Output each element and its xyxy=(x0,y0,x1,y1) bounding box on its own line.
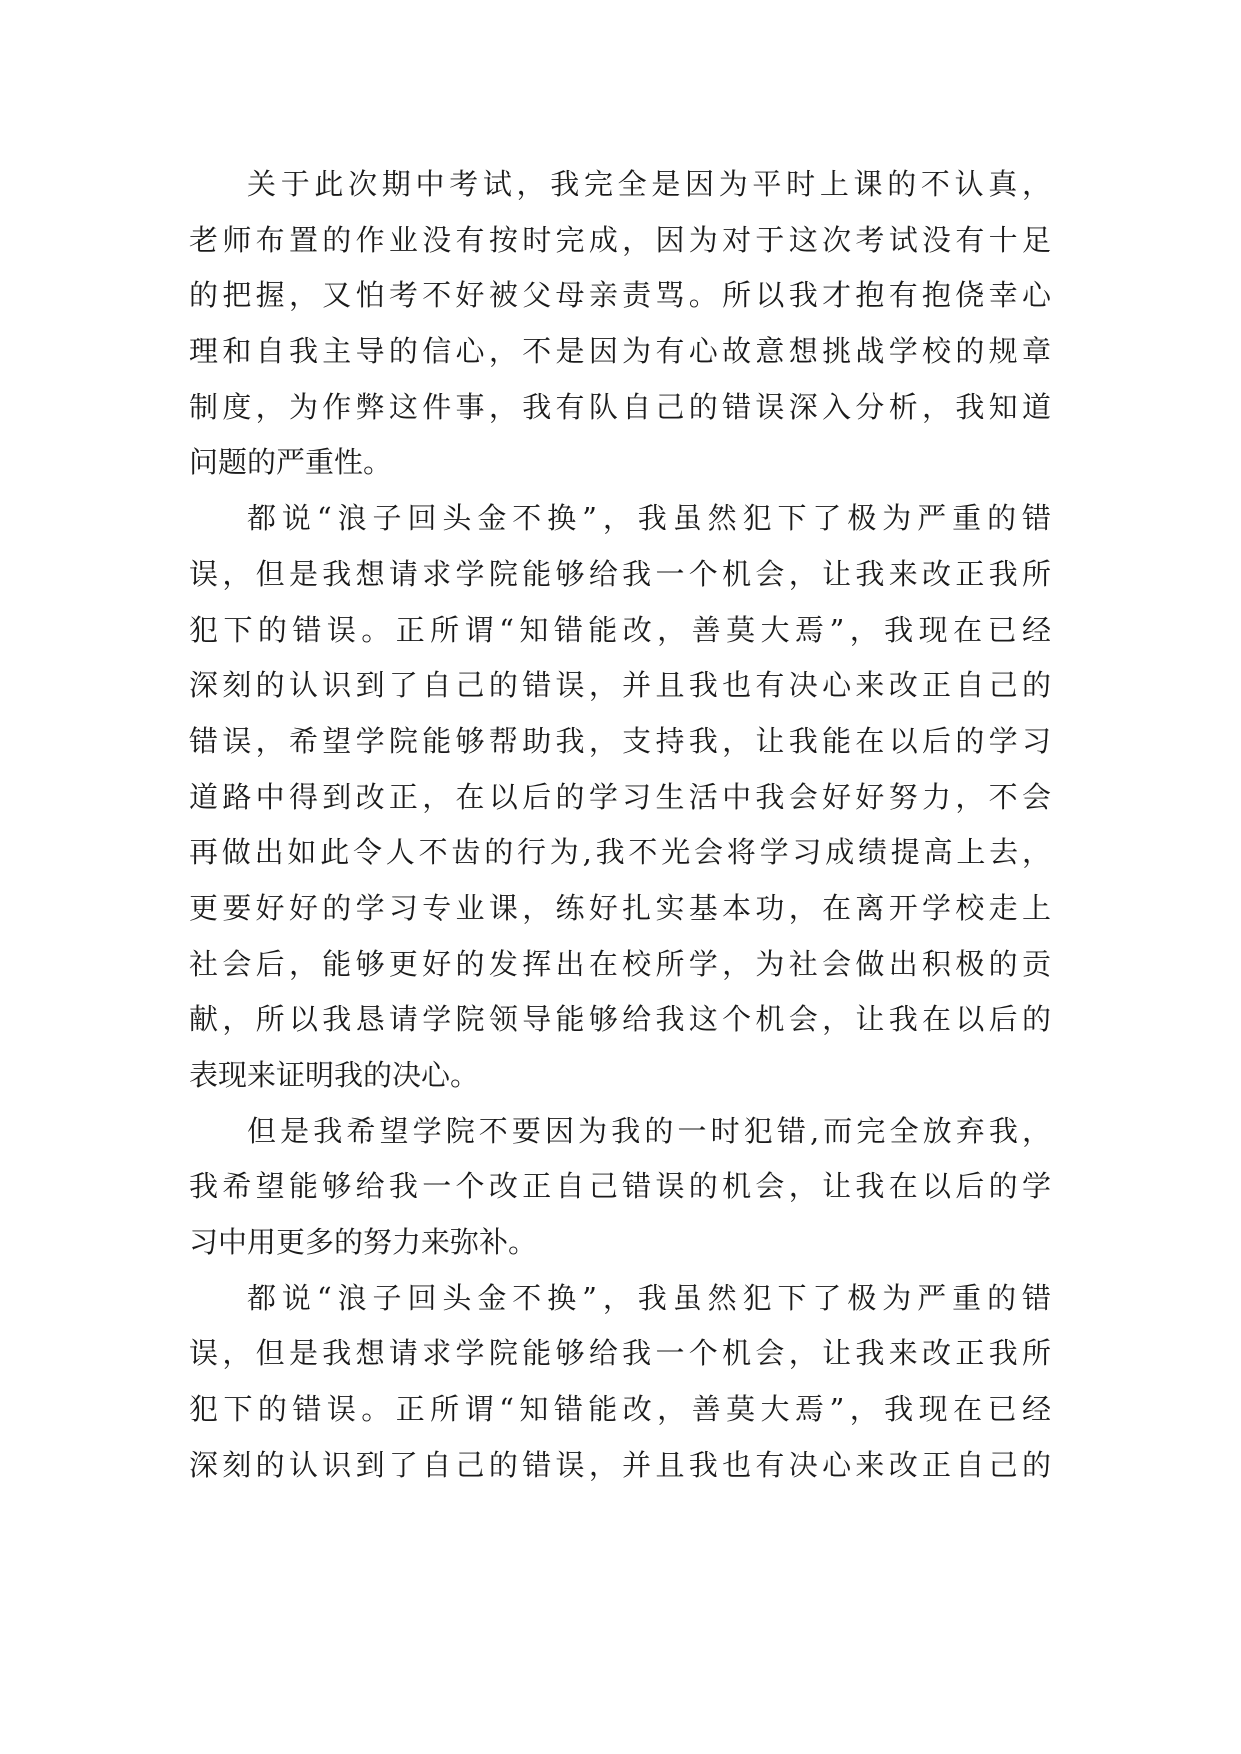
text-line: 误，但是我想请求学院能够给我一个机会，让我来改正我所 xyxy=(189,1336,1051,1371)
text-line: 更要好好的学习专业课，练好扎实基本功，在离开学校走上 xyxy=(189,890,1051,925)
text-line: 都说“浪子回头金不换”，我虽然犯下了极为严重的错 xyxy=(247,1280,1051,1315)
text-line: 深刻的认识到了自己的错误，并且我也有决心来改正自己的 xyxy=(189,1447,1051,1482)
text-line: 老师布置的作业没有按时完成，因为对于这次考试没有十足 xyxy=(189,222,1051,257)
text-line: 制度，为作弊这件事，我有队自己的错误深入分析，我知道 xyxy=(189,389,1051,424)
text-line: 表现来证明我的决心。 xyxy=(189,1058,480,1092)
paragraph xyxy=(189,157,1051,491)
text-line: 再做出如此令人不齿的行为,我不光会将学习成绩提高上去， xyxy=(189,835,1051,870)
document-body xyxy=(189,157,1051,1494)
text-line: 的把握，又怕考不好被父母亲责骂。所以我才抱有抱侥幸心 xyxy=(189,278,1051,313)
text-line: 我希望能够给我一个改正自己错误的机会，让我在以后的学 xyxy=(189,1169,1051,1204)
text-line: 习中用更多的努力来弥补。 xyxy=(189,1225,538,1260)
paragraph xyxy=(189,1271,1051,1494)
text-line: 误，但是我想请求学院能够给我一个机会，让我来改正我所 xyxy=(189,556,1051,591)
text-line: 社会后，能够更好的发挥出在校所学，为社会做出积极的贡 xyxy=(189,946,1051,981)
text-line: 犯下的错误。正所谓“知错能改，善莫大焉”，我现在已经 xyxy=(189,1392,1051,1427)
text-line: 但是我希望学院不要因为我的一时犯错,而完全放弃我， xyxy=(247,1113,1051,1148)
text-line: 献，所以我恳请学院领导能够给我这个机会，让我在以后的 xyxy=(189,1002,1051,1037)
text-line: 错误，希望学院能够帮助我，支持我，让我能在以后的学习 xyxy=(189,723,1051,758)
paragraph xyxy=(189,491,1051,1104)
text-line: 都说“浪子回头金不换”，我虽然犯下了极为严重的错 xyxy=(247,501,1051,536)
text-line: 道路中得到改正，在以后的学习生活中我会好好努力，不会 xyxy=(189,779,1051,814)
text-line: 理和自我主导的信心，不是因为有心故意想挑战学校的规章 xyxy=(189,334,1051,369)
paragraph xyxy=(189,1104,1051,1271)
text-line: 犯下的错误。正所谓“知错能改，善莫大焉”，我现在已经 xyxy=(189,612,1051,647)
text-line: 深刻的认识到了自己的错误，并且我也有决心来改正自己的 xyxy=(189,668,1051,703)
text-line: 关于此次期中考试，我完全是因为平时上课的不认真， xyxy=(247,167,1051,201)
text-line: 问题的严重性。 xyxy=(189,445,393,480)
